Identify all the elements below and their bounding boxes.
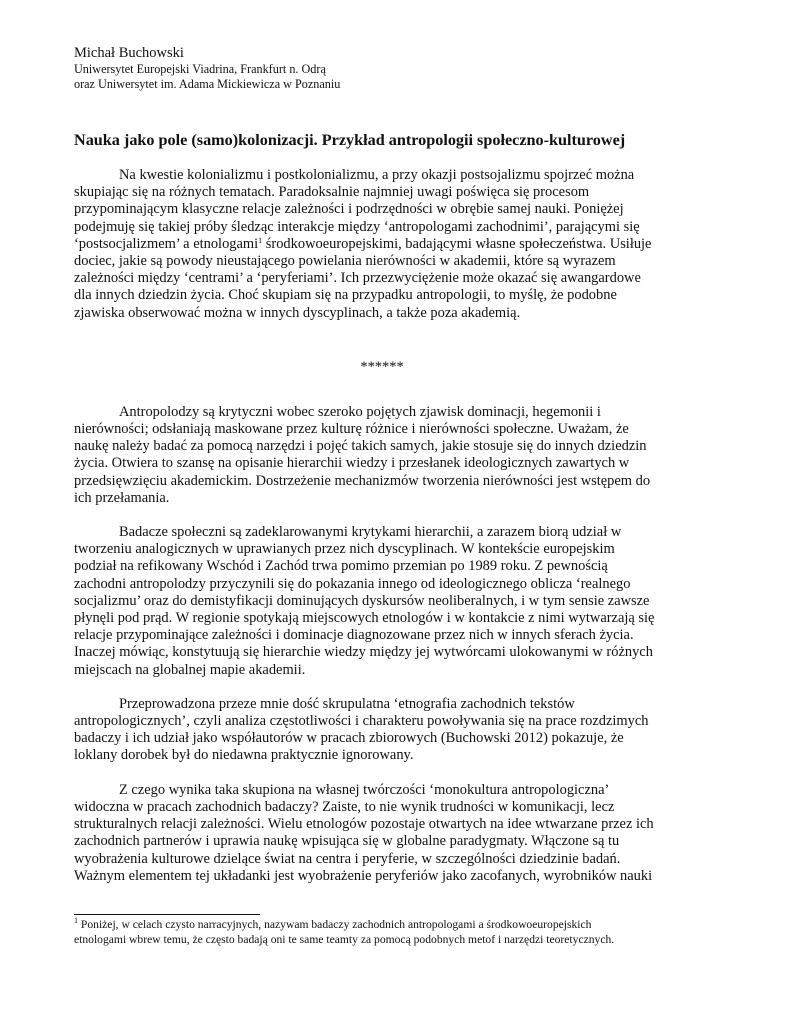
document-page (74, 44, 704, 885)
text-line: Badacze społeczni są zadeklarowanymi krytykami hierarchii, a zarazem biorą udział w (119, 524, 622, 541)
text-line: naukę należy badać za pomocą narzędzi i pojęć takich samych, jakie stosuje się do innych dziedzin (74, 438, 647, 455)
text-line: zachodni antropolodzy przyczynili się do pokazania innego od ideologicznego oblicza ‘realnego (74, 575, 631, 592)
article-title: Nauka jako pole (samo)kolonizacji. Przykład antropologii społeczno-kulturowej (74, 131, 626, 149)
text-line: dociec, jakie są powody nieustającego powielania nierówności w akademii, które są wyrazem (74, 253, 616, 270)
text-line: wyobrażenia kulturowe dzielące świat na centra i peryferie, w szczególności dziedzinie badań. (74, 850, 621, 867)
text-line: Przeprowadzona przeze mnie dość skrupulatna ‘etnografia zachodnich tekstów (119, 695, 575, 712)
text-line: widoczna w pracach zachodnich badaczy? Zaiste, to nie wynik trudności w komunikacji, lecz (74, 798, 615, 815)
footnote-line: etnologami wbrew temu, że często badają oni te same teamty za pomocą podobnych metof i narzędzi teoretycznych. (74, 933, 615, 946)
text-line: zależności między ‘centrami’ a ‘peryferiami’. Ich przezwyciężenie może okazać się awangardowe (74, 270, 641, 287)
text-line: Z czego wynika taka skupiona na własnej twórczości ‘monokultura antropologiczna’ (119, 781, 610, 798)
affiliation-line-2: oraz Uniwersytet im. Adama Mickiewicza w Poznaniu (74, 76, 341, 91)
footnote-divider (74, 914, 260, 915)
text-line: badaczy i ich udział jako współautorów w pracach zbiorowych (Buchowski 2012) pokazuje, że (74, 730, 624, 747)
text-line: loklany dorobek był do niedawna praktycznie ignorowany. (74, 747, 414, 764)
text-line: Ważnym elementem tej układanki jest wyobrażenie peryferiów jako zacofanych, wyrobników nauki (74, 867, 653, 884)
text-line: przypominającym klasyczne relacje zależności i podrzędności w obrębie samej nauki. Poniężej (74, 201, 624, 218)
text-line: strukturalnych relacji zależności. Wielu etnologów pozostaje otwartych na idee wtwarzane przez ich (74, 816, 654, 833)
text-line: zachodnich partnerów i uprawia naukę wpisująca się w globalne paradygmaty. Włączone są tu (74, 833, 620, 850)
text-line: miejscach na globalnej mapie akademii. (74, 661, 306, 678)
text-line (74, 236, 704, 253)
text-line: skupiając się na różnych tematach. Paradoksalnie najmniej uwagi poświęca się procesom (74, 184, 590, 201)
text-line: antropologicznych’, czyli analiza częstotliwości i charakteru powoływania się na prace rozdzimych (74, 713, 649, 730)
author-name: Michał Buchowski (74, 45, 184, 61)
affiliation-line-1: Uniwersytet Europejski Viadrina, Frankfurt n. Odrą (74, 62, 326, 76)
text-line: nierówności; odsłaniają maskowane przez kulturę różnice i nierówności społeczne. Uważam, że (74, 421, 629, 438)
footnote-reference[interactable]: 1 (258, 235, 263, 245)
text-line: podejmuję się takiej próby śledząc interakcje między ‘antropologami zachodnimi’, parającymi się (74, 218, 640, 235)
footnote-line (74, 917, 714, 932)
text-line: ich przełamania. (74, 489, 170, 506)
paragraph-3 (74, 524, 704, 679)
text-line: przedsięwzięciu akademickim. Dostrzeżenie mechanizmów tworzenia nierówności jest wstępem do (74, 472, 651, 489)
text-segment: środkowoeuropejskimi, badającymi własne społeczeństwa. Usiłuje (262, 235, 652, 252)
text-line: Inaczej mówiąc, konstytuują się hierarchie wiedzy między jej wytwórcami ulokowanymi w różnych (74, 644, 653, 661)
text-segment: ‘postsocjalizmem’ a etnologami (74, 235, 259, 252)
paragraph-2 (74, 404, 704, 507)
text-line: dla innych dziedzin życia. Choć skupiam się na przypadku antropologii, to myślę, że podobne (74, 287, 617, 304)
footnote (74, 917, 714, 947)
footnote-text: Poniżej, w celach czysto narracyjnych, nazywam badaczy zachodnich antropologami a środkowoeuropejskich (78, 918, 592, 931)
text-line: socjalizmu’ oraz do demistyfikacji dominujących dyskursów neoliberalnych, i w tym sensie zawsze (74, 592, 650, 609)
text-line: relacje przypominające zależności i dominacje diagnozowane przez nich w innych sferach życia. (74, 627, 634, 644)
paragraph-1 (74, 167, 704, 322)
text-line: tworzeniu analogicznych w uprawianych przez nich dyscyplinach. W kontekście europejskim (74, 541, 615, 558)
text-line: życia. Otwiera to szansę na opisanie hierarchii wiedzy i przesłanek ideologicznych zawartych w (74, 455, 630, 472)
text-line: płynęli pod prąd. W regionie spotykają miejscowych etnologów i w kontakcie z nimi wytwarzają się (74, 610, 655, 627)
section-separator: ****** (360, 358, 404, 375)
text-line: Antropolodzy są krytyczni wobec szeroko pojętych zjawisk dominacji, hegemonii i (119, 403, 601, 420)
paragraph-4 (74, 696, 704, 765)
footnote-marker: 1 (74, 916, 78, 925)
text-line: Na kwestie kolonializmu i postkolonializmu, a przy okazji postsojalizmu spojrzeć można (119, 167, 635, 183)
paragraph-5 (74, 782, 704, 885)
text-line: zjawiska obserwować można w innych dyscyplinach, a także poza akademią. (74, 304, 521, 321)
text-line: podział na refikowany Wschód i Zachód trwa pomimo przemian po 1989 roku. Z pewnością (74, 558, 608, 575)
